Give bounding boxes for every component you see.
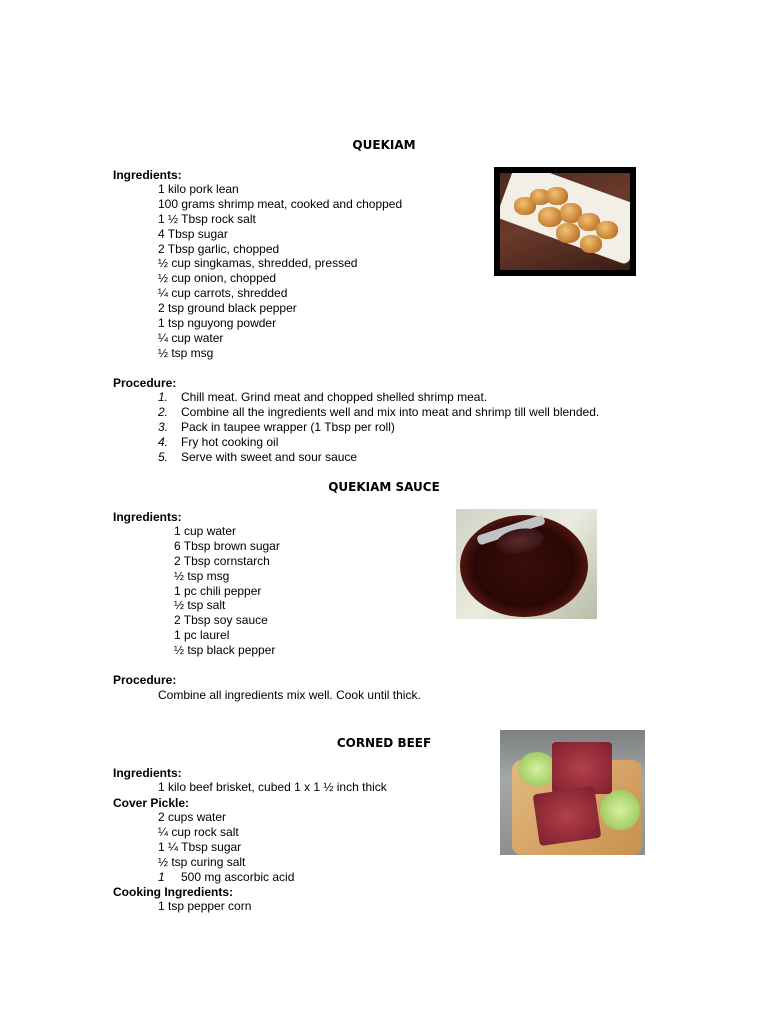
list-item: 4 Tbsp sugar — [158, 226, 228, 241]
quekiam-title: QUEKIAM — [352, 138, 416, 152]
procedure-step-number: 4. — [158, 434, 169, 449]
procedure-step — [158, 390, 599, 405]
cover-pickle-list — [158, 810, 245, 870]
procedure-step-text: Fry hot cooking oil — [181, 434, 279, 449]
list-item: 1 tsp nguyong powder — [158, 316, 277, 331]
cover-pickle-number: 1 — [158, 870, 165, 884]
list-item: ½ cup singkamas, shredded, pressed — [158, 256, 358, 271]
procedure-step-number: 3. — [158, 419, 169, 434]
list-item: ½ tsp msg — [174, 568, 230, 583]
procedure-step-number: 2. — [158, 404, 169, 419]
list-item: 1 tsp pepper corn — [158, 899, 252, 913]
procedure-step-text: Combine all the ingredients well and mix into meat and shrimp till well blended. — [181, 404, 600, 419]
procedure-step — [158, 419, 599, 435]
sauce-photo — [456, 509, 597, 619]
quekiam-ingredients-list — [158, 182, 402, 361]
list-item: 1 kilo beef brisket, cubed 1 x 1 ½ inch thick — [158, 780, 387, 794]
list-item: 100 grams shrimp meat, cooked and chopped — [158, 196, 403, 211]
procedure-step-text: Pack in taupee wrapper (1 Tbsp per roll) — [181, 419, 395, 434]
sauce-ingredients-heading: Ingredients: — [113, 510, 182, 524]
procedure-step — [158, 404, 600, 420]
list-item: 2 Tbsp cornstarch — [174, 553, 270, 568]
procedure-step-text: Chill meat. Grind meat and chopped shelled shrimp meat. — [181, 390, 488, 404]
list-item: 1 kilo pork lean — [158, 182, 239, 196]
cooking-ingredients-heading: Cooking Ingredients: — [113, 885, 233, 899]
sauce-title: QUEKIAM SAUCE — [328, 480, 440, 494]
sauce-procedure-heading: Procedure: — [113, 673, 177, 687]
list-item: 6 Tbsp brown sugar — [174, 538, 280, 553]
list-item: ¼ cup water — [158, 330, 224, 345]
sauce-procedure-text: Combine all ingredients mix well. Cook until thick. — [158, 688, 421, 702]
cover-pickle-heading: Cover Pickle: — [113, 796, 190, 810]
quekiam-procedure-list — [158, 390, 600, 464]
list-item: ¼ cup carrots, shredded — [158, 286, 288, 301]
procedure-step-number: 5. — [158, 449, 169, 464]
procedure-step — [158, 449, 599, 465]
quekiam-ingredients-heading: Ingredients: — [113, 168, 182, 182]
list-item: ½ tsp msg — [158, 345, 214, 360]
list-item: 1 ½ Tbsp rock salt — [158, 211, 256, 226]
list-item: 2 tsp ground black pepper — [158, 301, 297, 316]
list-item: 2 Tbsp soy sauce — [174, 613, 268, 628]
list-item: ½ cup onion, chopped — [158, 271, 277, 286]
list-item: 1 pc chili pepper — [174, 583, 262, 598]
cover-pickle-numbered-text: 500 mg ascorbic acid — [181, 870, 295, 884]
cover-pickle-numbered-item — [158, 870, 295, 884]
list-item: ½ tsp salt — [174, 598, 226, 613]
cooking-ingredients-list — [158, 899, 251, 914]
quekiam-photo — [494, 167, 636, 276]
corned-beef-ingredients-list — [158, 780, 387, 795]
corned-beef-photo — [500, 730, 645, 855]
list-item: 2 Tbsp garlic, chopped — [158, 241, 280, 256]
corned-beef-ingredients-heading: Ingredients: — [113, 766, 182, 780]
procedure-step-text: Serve with sweet and sour sauce — [181, 449, 358, 464]
list-item: 2 cups water — [158, 810, 227, 824]
list-item: 1 pc laurel — [174, 628, 230, 643]
procedure-step-number: 1. — [158, 390, 169, 404]
procedure-step — [158, 434, 599, 450]
list-item: ½ tsp curing salt — [158, 854, 246, 869]
list-item: 1 ¼ Tbsp sugar — [158, 839, 242, 854]
sauce-ingredients-list — [174, 524, 280, 658]
list-item: 1 cup water — [174, 524, 237, 538]
corned-beef-title: CORNED BEEF — [336, 736, 432, 750]
quekiam-procedure-heading: Procedure: — [113, 376, 177, 390]
list-item: ¼ cup rock salt — [158, 824, 239, 839]
list-item: ½ tsp black pepper — [174, 643, 276, 658]
